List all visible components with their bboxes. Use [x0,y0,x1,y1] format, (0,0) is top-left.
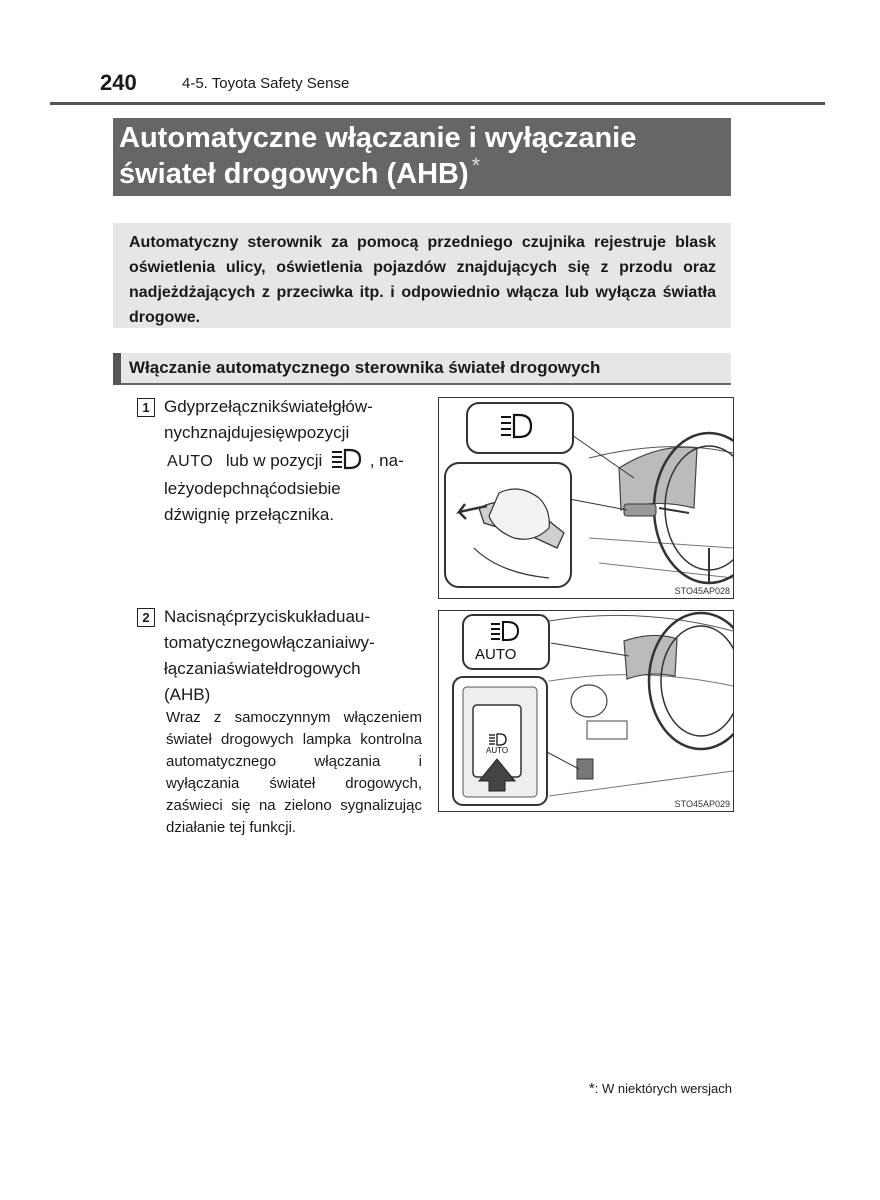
footnote [589,1080,732,1097]
step-2-number: 2 [137,608,155,627]
title-line-1: Automatyczne włączanie i wyłączanie [119,122,637,154]
page-header [50,70,825,105]
page-title [113,118,731,196]
lever-illustration-svg [439,398,733,598]
title-asterisk: * [471,153,481,178]
footnote-mark: * [588,1080,595,1097]
step-1-text: Gdyprzełącznikświatełgłów- nychznajdujesięwpozycji AUTO lub w pozycji , na- leżyodepchnąćodsiebie dźwignię przełącznika. [164,397,404,524]
auto-symbol: AUTO [167,453,214,470]
intro-text: Automatyczny sterownik za pomocą przedniego czujnika rejestruje blask oświetlenia ulicy, oświetlenia pojazdów znajdujących się z przodu oraz nadjeżdżających z przeciwka itp. i odpowiednio włącza lub wyłącza światła drogowe. [129,234,716,326]
subheading-bar [113,353,121,385]
step-2-text: Nacisnąćprzyciskukładuau- tomatycznegowłączaniaiwy- łączaniaświatełdrogowych (AHB) [164,607,375,704]
figure-code-2: STO45AP029 [674,799,730,809]
switch-auto-label: AUTO [486,746,509,755]
section-name: 4-5. Toyota Safety Sense [182,75,350,92]
intro-box [113,223,731,328]
high-beam-icon [330,448,362,470]
subheading [113,353,731,385]
illustration-ahb-switch [438,610,734,812]
ahb-switch-illustration-svg [439,611,733,811]
footnote-text: : W niektórych wersjach [594,1081,732,1096]
subheading-text: Włączanie automatycznego sterownika świateł drogowych [129,358,601,377]
illustration-lever [438,397,734,599]
callout-auto-label: AUTO [475,646,517,663]
figure-code-1: STO45AP028 [674,586,730,596]
title-line-2: świateł drogowych (AHB) [119,158,469,190]
step-1-number: 1 [137,398,155,417]
step-2-note: Wraz z samoczynnym włączeniem świateł drogowych lampka kontrolna automatycznego włączania i wyłączania świateł drogowych, zaświeci się na zielono sygnalizując działanie tej funkcji. [166,709,422,836]
page-number: 240 [100,70,137,95]
